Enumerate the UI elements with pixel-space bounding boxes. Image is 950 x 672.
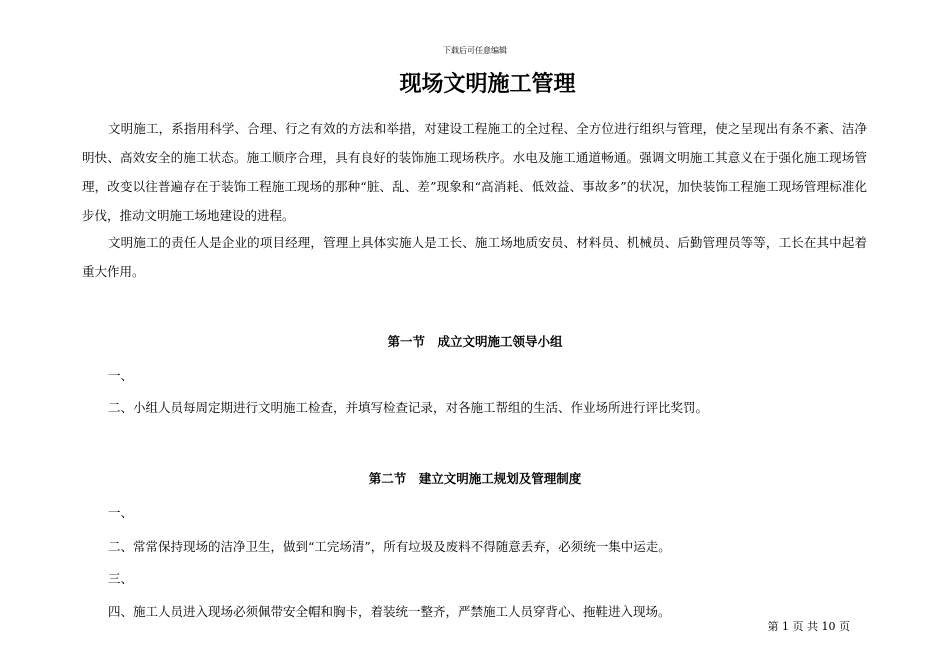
responsibility-paragraph: 文明施工的责任人是企业的项目经理，管理上具体实施人是工长、施工场地质安员、材料员、机械员、后勤管理员等等，工长在其中起着重大作用。 xyxy=(82,235,867,279)
section-2-item-2: 二、常常保持现场的洁净卫生，做到“工完场清”，所有垃圾及废料不得随意丢弃，必须统一集中运走。 xyxy=(108,539,671,554)
section-2-item-4: 四、施工人员进入现场必须佩带安全帽和胸卡，着装统一整齐，严禁施工人员穿背心、拖鞋进入现场。 xyxy=(108,604,671,619)
section-1-item-1: 一、 xyxy=(108,368,134,383)
section-2-item-3: 三、 xyxy=(108,571,134,586)
section-2-item-1: 一、 xyxy=(108,505,134,520)
section-2-title: 第二节 建立文明施工规划及管理制度 xyxy=(368,471,582,486)
intro-paragraph: 文明施工，系指用科学、合理、行之有效的方法和举措，对建设工程施工的全过程、全方位进行组织与管理，使之呈现出有条不紊、洁净明快、高效安全的施工状态。施工顺序合理，具有良好的装饰施工现场秩序。水电及施工通道畅通。强调文明施工其意义在于强化施工现场管理，改变以往普遍存在于装饰工程施工现场的那种“脏、乱、差”现象和“高消耗、低效益、事故多”的状况，加快装饰工程施工现场管理标准化步伐，推动文明施工场地建设的进程。 xyxy=(82,121,867,223)
page-title: 现场文明施工管理 xyxy=(399,71,576,97)
section-1-title: 第一节 成立文明施工领导小组 xyxy=(387,334,563,349)
section-1-item-2: 二、小组人员每周定期进行文明施工检查，并填写检查记录，对各施工帮组的生活、作业场所进行评比奖罚。 xyxy=(108,400,709,415)
header-note: 下载后可任意编辑 xyxy=(443,46,507,55)
page-number: 第 1 页 共 10 页 xyxy=(767,620,850,633)
